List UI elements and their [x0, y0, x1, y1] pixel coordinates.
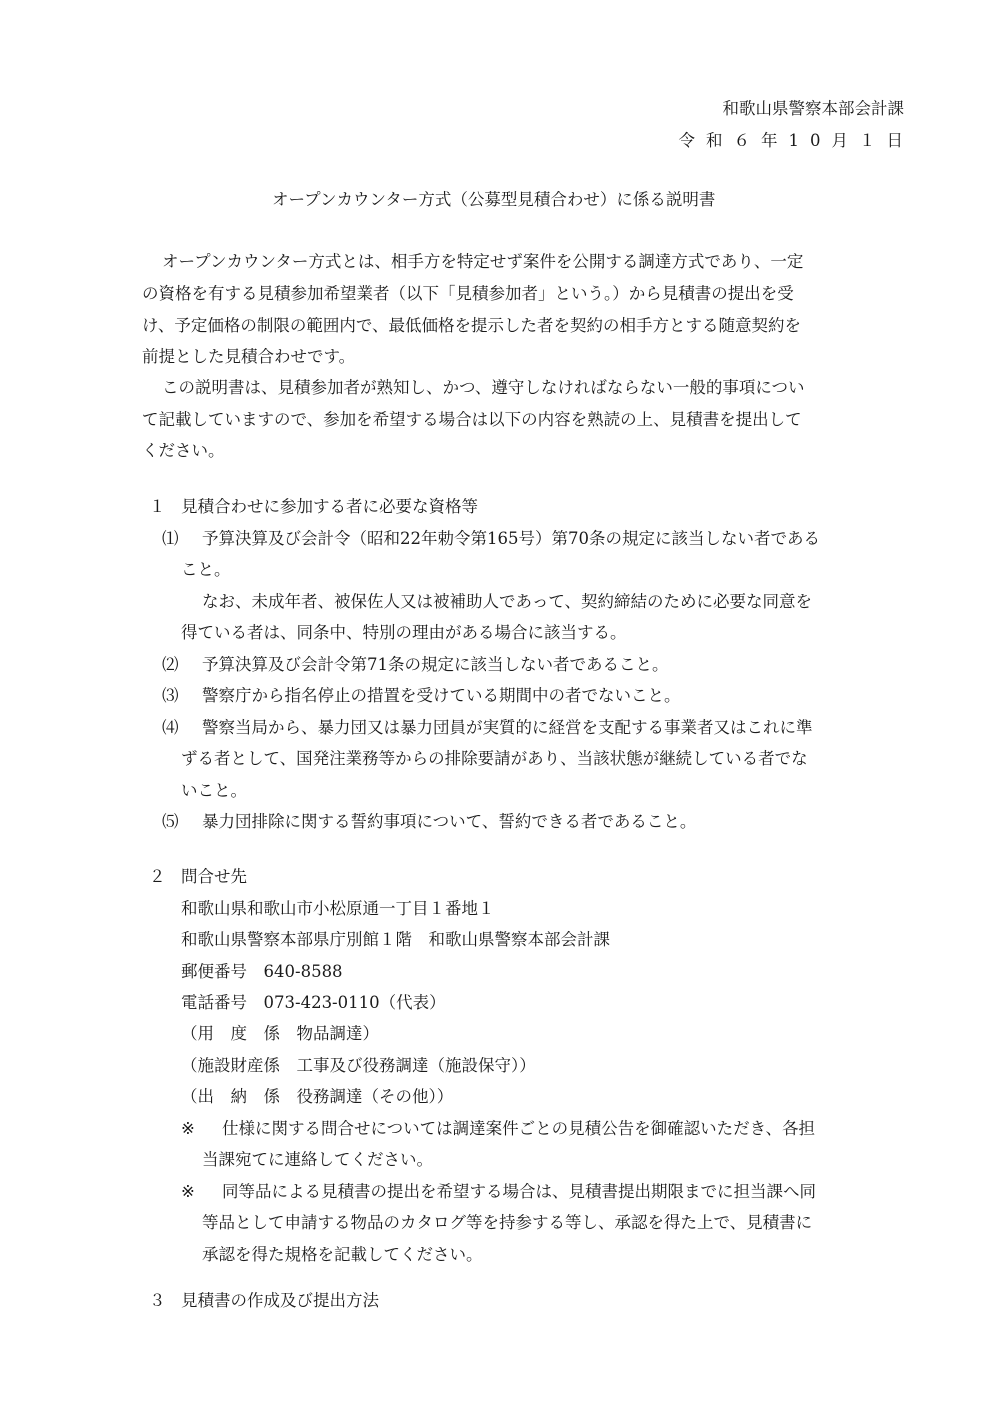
- contact-desk: （出 納 係 役務調達（その他））: [181, 1087, 454, 1106]
- intro-p1-line: 前提とした見積合わせです。: [142, 347, 356, 366]
- intro-p2-line: ください。: [142, 441, 225, 460]
- item-text-line: こと。: [181, 560, 231, 579]
- item-note-line: 得ている者は、同条中、特別の理由がある場合に該当する。: [181, 623, 627, 642]
- note-mark: ※: [181, 1119, 195, 1138]
- intro-p1-line: け、予定価格の制限の範囲内で、最低価格を提示した者を契約の相手方とする随意契約を: [142, 316, 802, 335]
- department-name: 和歌山県警察本部会計課: [722, 99, 904, 118]
- item-note-line: なお、未成年者、被保佐人又は被補助人であって、契約締結のために必要な同意を: [202, 592, 813, 611]
- item-text-line: 警察庁から指名停止の措置を受けている期間中の者でないこと。: [202, 686, 681, 705]
- item-marker: ⑷: [162, 718, 179, 737]
- section3-number: ３: [149, 1291, 166, 1310]
- item-text-line: 予算決算及び会計令（昭和22年勅令第165号）第70条の規定に該当しない者である: [202, 529, 820, 548]
- note-mark: ※: [181, 1182, 195, 1201]
- note-line: 当課宛てに連絡してください。: [202, 1150, 433, 1169]
- intro-p1-line: の資格を有する見積参加希望業者（以下「見積参加者」という。）から見積書の提出を受: [142, 284, 794, 303]
- note-line: 仕様に関する問合せについては調達案件ごとの見積公告を御確認いただき、各担: [222, 1119, 816, 1138]
- document-title: オープンカウンター方式（公募型見積合わせ）に係る説明書: [272, 190, 716, 209]
- item-marker: ⑵: [162, 655, 179, 674]
- intro-p2-line: この説明書は、見積参加者が熟知し、かつ、遵守しなければならない一般的事項につい: [162, 378, 805, 397]
- section2-heading: 問合せ先: [181, 867, 247, 886]
- contact-desk: （用 度 係 物品調達）: [181, 1024, 379, 1043]
- item-text-line: いこと。: [181, 781, 247, 800]
- item-text-line: 警察当局から、暴力団又は暴力団員が実質的に経営を支配する事業者又はこれに準: [202, 718, 813, 737]
- note-line: 同等品による見積書の提出を希望する場合は、見積書提出期限までに担当課へ同: [222, 1182, 816, 1201]
- item-marker: ⑸: [162, 812, 179, 831]
- section1-number: １: [149, 497, 166, 516]
- item-marker: ⑴: [162, 529, 179, 548]
- contact-address: 和歌山県和歌山市小松原通一丁目１番地１: [181, 899, 495, 918]
- contact-building: 和歌山県警察本部県庁別館１階 和歌山県警察本部会計課: [181, 930, 610, 949]
- contact-phone: 電話番号 073-423-0110（代表）: [181, 993, 446, 1012]
- item-text-line: ずる者として、国発注業務等からの排除要請があり、当該状態が継続している者でな: [181, 749, 808, 768]
- section2-number: ２: [149, 867, 166, 886]
- intro-p1-line: オープンカウンター方式とは、相手方を特定せず案件を公開する調達方式であり、一定: [162, 252, 804, 271]
- contact-postal: 郵便番号 640-8588: [181, 962, 343, 981]
- issue-date: 令和６年10月１日: [678, 131, 914, 150]
- item-text-line: 予算決算及び会計令第71条の規定に該当しない者であること。: [202, 655, 669, 674]
- section1-heading: 見積合わせに参加する者に必要な資格等: [181, 497, 478, 516]
- item-marker: ⑶: [162, 686, 179, 705]
- note-line: 承認を得た規格を記載してください。: [202, 1245, 483, 1264]
- item-text-line: 暴力団排除に関する誓約事項について、誓約できる者であること。: [202, 812, 697, 831]
- contact-desk: （施設財産係 工事及び役務調達（施設保守））: [181, 1056, 536, 1075]
- section3-heading: 見積書の作成及び提出方法: [181, 1291, 379, 1310]
- intro-p2-line: て記載していますので、参加を希望する場合は以下の内容を熟読の上、見積書を提出して: [142, 410, 802, 429]
- note-line: 等品として申請する物品のカタログ等を持参する等し、承認を得た上で、見積書に: [202, 1213, 813, 1232]
